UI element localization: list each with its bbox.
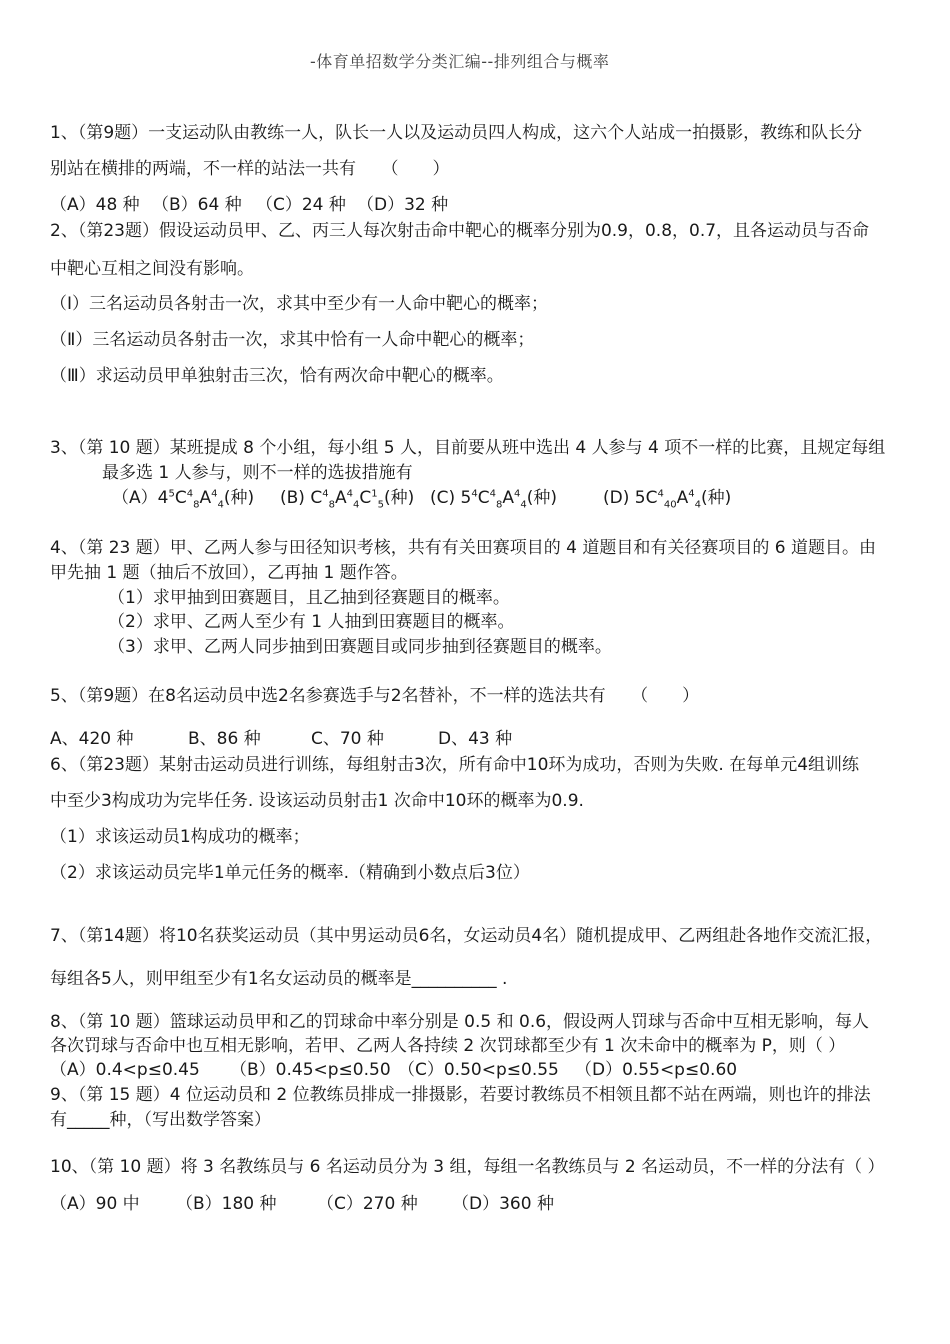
- q3-c-sub: 8: [496, 499, 503, 511]
- q5-option-a: A、420 种: [50, 729, 134, 749]
- q10-text-line1: 10、（第 10 题）将 3 名教练员与 6 名运动员分为 3 组，每组一名教练员与 2 名运动员，不一样的分法有（ ）: [50, 1157, 885, 1177]
- q3-unit: (种): [223, 488, 255, 508]
- q2-text-line2: 中靶心互相之间没有影响。: [50, 259, 254, 279]
- q3-a-sub: 4: [217, 499, 224, 511]
- q3-base-5: 5: [460, 488, 472, 508]
- q8-option-d: （D）0.55<p≤0.60: [575, 1060, 738, 1080]
- q3-a-symbol: A: [334, 488, 347, 508]
- q3-c-symbol: C: [359, 488, 372, 508]
- q2-sub2: （Ⅱ）三名运动员各射击一次，求其中恰有一人命中靶心的概率；: [50, 330, 535, 350]
- q3-unit: (种): [700, 488, 732, 508]
- q3-c-sub: 8: [193, 499, 200, 511]
- q7-text-line1: 7、（第14题）将10名获奖运动员（其中男运动员6名，女运动员4名）随机提成甲、乙两组赴各地作交流汇报，: [50, 926, 883, 946]
- q3-a-symbol: A: [676, 488, 689, 508]
- q3-option-d: [603, 488, 732, 511]
- q10-option-d: （D）360 种: [452, 1194, 554, 1214]
- q3-option-a-label: （A）: [112, 488, 158, 508]
- q3-option-c-label: (C): [430, 488, 456, 508]
- q3-text-line2: 最多选 1 人参与，则不一样的选拔措施有: [102, 463, 413, 483]
- q10-option-b: （B）180 种: [176, 1194, 277, 1214]
- q7-text-line2: 每组各5人，则甲组至少有1名女运动员的概率是__________ .: [50, 969, 508, 989]
- q3-a-sup: 4: [211, 488, 218, 500]
- q3-c-sup: 4: [322, 488, 329, 500]
- q3-c-sub: 40: [663, 499, 677, 511]
- q3-a-sup: 4: [514, 488, 521, 500]
- q3-c-symbol: C: [310, 488, 323, 508]
- q3-c-symbol: C: [174, 488, 187, 508]
- q3-text-line1: 3、（第 10 题）某班提成 8 个小组，每小组 5 人，目前要从班中选出 4 人参与 4 项不一样的比赛，且规定每组: [50, 438, 886, 458]
- q1-option-a: （A）48 种: [50, 195, 140, 215]
- q8-option-a: （A）0.4<p≤0.45: [50, 1060, 200, 1080]
- q3-exp-4: 4: [471, 488, 478, 500]
- q1-option-b: （B）64 种: [152, 195, 242, 215]
- q3-c-sup: 1: [371, 488, 378, 500]
- q3-c-sup: 4: [186, 488, 194, 500]
- q9-text-line2: 有_____种，（写出数学答案）: [50, 1110, 271, 1130]
- q5-option-c: C、70 种: [311, 729, 384, 749]
- q8-option-c: （C）0.50<p≤0.55: [398, 1060, 559, 1080]
- q3-a-symbol: A: [199, 488, 212, 508]
- q9-text-line1: 9、（第 15 题）4 位运动员和 2 位教练员排成一排摄影，若要讨教练员不相领且都不站在两端，则也许的排法: [50, 1085, 871, 1105]
- q3-a-sub: 4: [520, 499, 527, 511]
- q2-text-line1: 2、（第23题）假设运动员甲、乙、丙三人每次射击命中靶心的概率分别为0.9，0.8，0.7，且各运动员与否命: [50, 221, 870, 241]
- q4-sub1: （1）求甲抽到田赛题目，且乙抽到径赛题目的概率。: [108, 588, 510, 608]
- q2-sub1: （Ⅰ）三名运动员各射击一次，求其中至少有一人命中靶心的概率；: [50, 294, 549, 314]
- q4-sub3: （3）求甲、乙两人同步抽到田赛题目或同步抽到径赛题目的概率。: [108, 637, 612, 657]
- q1-option-c: （C）24 种: [256, 195, 346, 215]
- q3-a-symbol: A: [502, 488, 515, 508]
- q3-a-sup: 4: [688, 488, 695, 500]
- q3-a-sub: 4: [694, 499, 701, 511]
- q3-option-b-label: (B): [280, 488, 305, 508]
- q2-sub3: （Ⅲ）求运动员甲单独射击三次，恰有两次命中靶心的概率。: [50, 366, 504, 386]
- q3-option-d-label: (D): [603, 488, 630, 508]
- q3-c-symbol: C: [477, 488, 490, 508]
- q4-text-line1: 4、（第 23 题）甲、乙两人参与田径知识考核，共有有关田赛项目的 4 道题目和有关径赛项目的 6 道题目。由: [50, 538, 877, 558]
- q10-option-a: （A）90 中: [50, 1194, 140, 1214]
- q6-text-line2: 中至少3构成功为完毕任务. 设该运动员射击1 次命中10环的概率为0.9.: [50, 791, 584, 811]
- q3-a-sub: 4: [352, 499, 360, 511]
- q4-sub2: （2）求甲、乙两人至少有 1 人抽到田赛题目的概率。: [108, 612, 515, 632]
- q3-a-sup: 4: [346, 488, 353, 500]
- q3-exp-5: 5: [168, 488, 175, 500]
- q6-sub1: （1）求该运动员1构成功的概率；: [50, 827, 310, 847]
- q1-option-d: （D）32 种: [357, 195, 449, 215]
- q3-base-4: 4: [157, 488, 169, 508]
- q5-text-line1: 5、（第9题）在8名运动员中选2名参赛选手与2名替补，不一样的选法共有 （ ）: [50, 686, 700, 706]
- q3-unit: (种): [383, 488, 415, 508]
- q3-c-sub: 5: [377, 499, 384, 511]
- q3-coef-5: 5: [634, 488, 646, 508]
- q3-c-sup: 4: [489, 488, 496, 500]
- q8-option-b: （B）0.45<p≤0.50: [230, 1060, 391, 1080]
- q8-text-line2: 各次罚球与否命中也互相无影响，若甲、乙两人各持续 2 次罚球都至少有 1 次未命中的概率为 P，则（ ）: [50, 1036, 846, 1056]
- q3-option-a: [112, 488, 255, 511]
- q3-option-c: [430, 488, 558, 511]
- q10-option-c: （C）270 种: [317, 1194, 418, 1214]
- q3-c-symbol: C: [645, 488, 658, 508]
- q1-text-line2: 别站在横排的两端，不一样的站法一共有 （ ）: [50, 159, 450, 179]
- q5-option-d: D、43 种: [438, 729, 513, 749]
- q8-text-line1: 8、（第 10 题）篮球运动员甲和乙的罚球命中率分别是 0.5 和 0.6，假设两人罚球与否命中互相无影响，每人: [50, 1012, 870, 1032]
- q4-text-line2: 甲先抽 1 题（抽后不放回），乙再抽 1 题作答。: [50, 563, 408, 583]
- q3-unit: (种): [526, 488, 558, 508]
- q3-c-sub: 8: [328, 499, 335, 511]
- q1-text-line1: 1、（第9题）一支运动队由教练一人，队长一人以及运动员四人构成，这六个人站成一拍摄影，教练和队长分: [50, 123, 863, 143]
- q6-sub2: （2）求该运动员完毕1单元任务的概率.（精确到小数点后3位）: [50, 863, 530, 883]
- page-title: -体育单招数学分类汇编--排列组合与概率: [310, 52, 610, 71]
- q5-option-b: B、86 种: [188, 729, 261, 749]
- q3-option-b: [280, 488, 415, 511]
- q3-c-sup: 4: [657, 488, 664, 500]
- q6-text-line1: 6、（第23题）某射击运动员进行训练，每组射击3次，所有命中10环为成功，否则为失败. 在每单元4组训练: [50, 755, 860, 775]
